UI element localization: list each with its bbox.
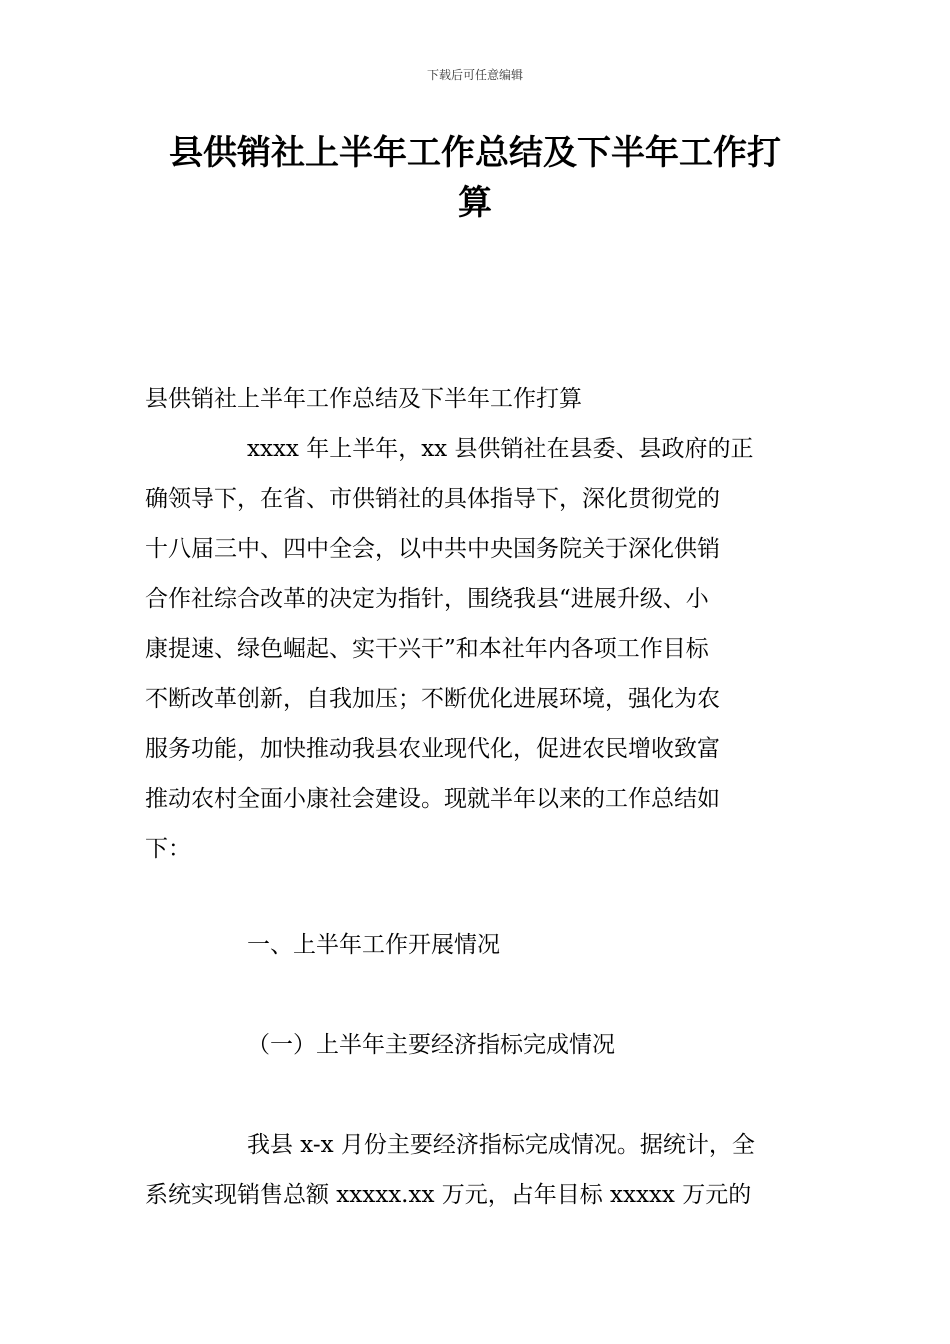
- title-line: 算: [458, 183, 492, 223]
- paragraph-line: 康提速、绿色崛起、实干兴干”和本社年内各项工作目标: [145, 636, 709, 662]
- paragraph-line: 服务功能，加快推动我县农业现代化，促进农民增收致富: [145, 736, 720, 762]
- intro-paragraph: [145, 424, 805, 874]
- paragraph-line: 十八届三中、四中全会，以中共中央国务院关于深化供销: [145, 536, 720, 562]
- paragraph-line: 合作社综合改革的决定为指针，围绕我县“进展升级、小: [145, 586, 709, 612]
- paragraph-line: xxxx 年上半年，xx 县供销社在县委、县政府的正: [247, 436, 754, 462]
- subsection-heading: （一）上半年主要经济指标完成情况: [247, 1032, 615, 1058]
- paragraph-line: 确领导下，在省、市供销社的具体指导下，深化贯彻党的: [145, 486, 720, 512]
- paragraph-line: 不断改革创新，自我加压；不断优化进展环境，强化为农: [145, 686, 720, 712]
- indicators-paragraph: [145, 1120, 805, 1220]
- document-subtitle: 县供销社上半年工作总结及下半年工作打算: [145, 386, 582, 412]
- paragraph-line: 我县 x-x 月份主要经济指标完成情况。据统计，全: [247, 1132, 755, 1158]
- title-line: 县供销社上半年工作总结及下半年工作打: [169, 133, 781, 173]
- document-title: [140, 128, 810, 228]
- header-note: 下载后可任意编辑: [426, 68, 523, 82]
- paragraph-line: 下：: [145, 836, 191, 862]
- paragraph-line: 推动农村全面小康社会建设。现就半年以来的工作总结如: [145, 786, 720, 812]
- section-heading: 一、上半年工作开展情况: [247, 932, 500, 958]
- paragraph-line: 系统实现销售总额 xxxxx.xx 万元，占年目标 xxxxx 万元的: [145, 1182, 752, 1208]
